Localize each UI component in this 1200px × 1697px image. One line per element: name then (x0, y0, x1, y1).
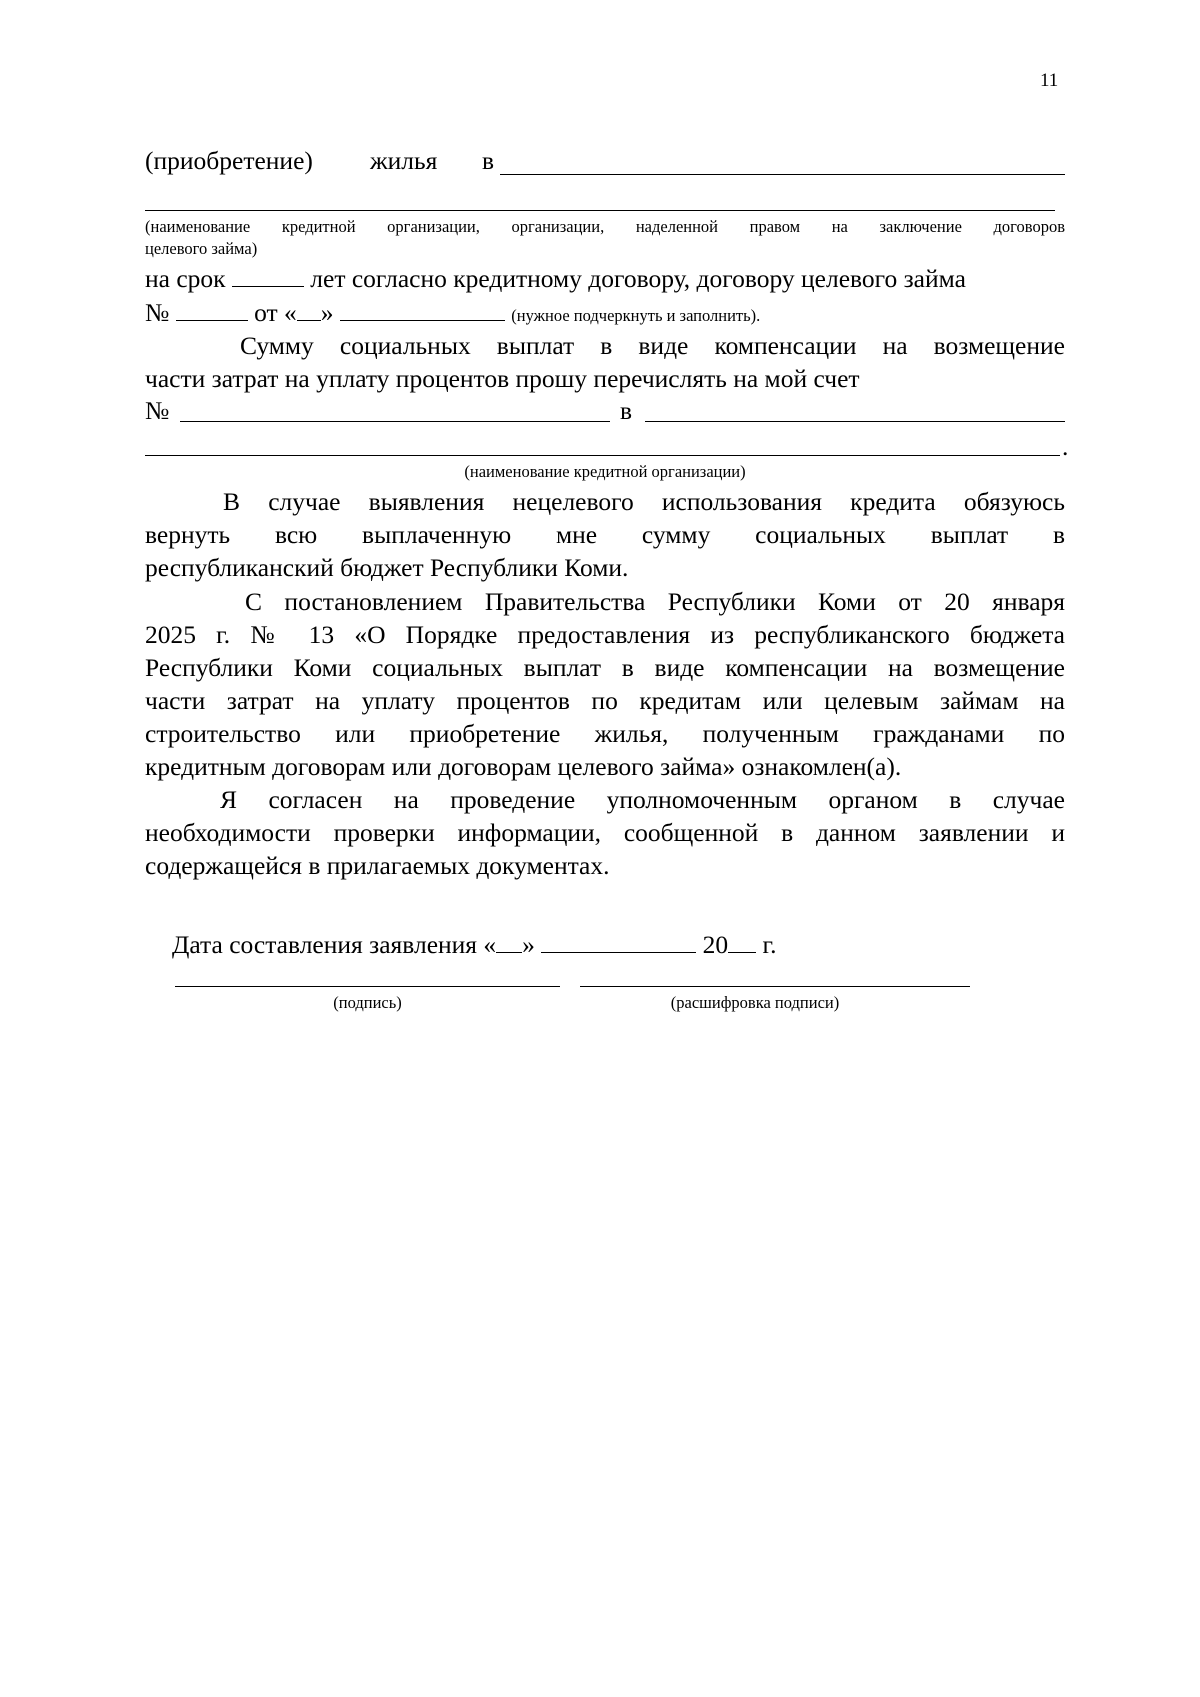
term-line (145, 266, 966, 292)
misuse-line2: вернуть всю выплаченную мне сумму социальных выплат в (145, 520, 1065, 549)
account-in-word: в (620, 396, 633, 425)
period-mark: . (1062, 432, 1069, 461)
acquisition-word: (приобретение) (145, 146, 313, 175)
year-suffix: г. (762, 930, 777, 959)
number-sign: № (145, 298, 170, 327)
in-word: в (482, 146, 495, 175)
signature-field[interactable] (175, 986, 560, 987)
term-years-field[interactable] (232, 266, 304, 287)
account-number-field[interactable] (180, 421, 610, 422)
account-number-sign: № (145, 396, 170, 425)
account-bank-field[interactable] (645, 421, 1065, 422)
date-label: Дата составления заявления « (172, 930, 497, 959)
resolution-line1: С постановлением Правительства Республики Коми от 20 января (245, 587, 1065, 616)
date-day-field[interactable] (496, 932, 522, 953)
misuse-line1: В случае выявления нецелевого использования кредита обязуюсь (223, 487, 1065, 516)
signature-decode-field[interactable] (580, 986, 970, 987)
agreement-number-line (145, 300, 760, 326)
resolution-line6: кредитным договорам или договорам целевого займа» ознакомлен(а). (145, 752, 902, 781)
consent-line3: содержащейся в прилагаемых документах. (145, 851, 610, 880)
page-number: 11 (1040, 70, 1059, 91)
housing-line (145, 148, 313, 174)
bank-name-field-1[interactable] (500, 174, 1065, 175)
resolution-line4: части затрат на уплату процентов по кредитам или целевым займам на (145, 686, 1065, 715)
agreement-day-field[interactable] (297, 300, 321, 321)
year-prefix: 20 (702, 930, 729, 959)
resolution-line3: Республики Коми социальных выплат в виде компенсации на возмещение (145, 653, 1065, 682)
date-year-field[interactable] (728, 932, 756, 953)
agreement-number-field[interactable] (176, 300, 248, 321)
from-label: от « (254, 298, 297, 327)
housing-word: жилья (370, 146, 438, 175)
resolution-line2: 2025 г. № 13 «О Порядке предоставления из республиканского бюджета (145, 620, 1065, 649)
date-quote-close: » (522, 930, 535, 959)
fill-note: (нужное подчеркнуть и заполнить). (511, 306, 761, 325)
org-caption-line1: (наименование кредитной организации, организации, наделенной правом на заключение договоров (145, 217, 1065, 236)
bank-name-field[interactable] (145, 455, 1060, 456)
bank-caption: (наименование кредитной организации) (464, 462, 746, 481)
consent-line1: Я согласен на проведение уполномоченным органом в случае (220, 785, 1065, 814)
date-line (172, 932, 777, 958)
signature-caption: (подпись) (333, 993, 402, 1012)
decode-caption: (расшифровка подписи) (670, 993, 840, 1012)
consent-line2: необходимости проверки информации, сообщенной в данном заявлении и (145, 818, 1065, 847)
agreement-month-field[interactable] (340, 300, 505, 321)
misuse-line3: республиканский бюджет Республики Коми. (145, 553, 629, 582)
quote-close: » (320, 298, 334, 327)
term-suffix: лет согласно кредитному договору, договору целевого займа (310, 264, 966, 293)
bank-name-field-2[interactable] (145, 210, 1055, 211)
payment-line1: Сумму социальных выплат в виде компенсации на возмещение (240, 331, 1065, 360)
org-caption-line2: целевого займа) (145, 239, 258, 258)
payment-line2: части затрат на уплату процентов прошу перечислять на мой счет (145, 364, 860, 393)
resolution-line5: строительство или приобретение жилья, полученным гражданами по (145, 719, 1065, 748)
date-month-field[interactable] (541, 932, 696, 953)
term-prefix: на срок (145, 264, 226, 293)
